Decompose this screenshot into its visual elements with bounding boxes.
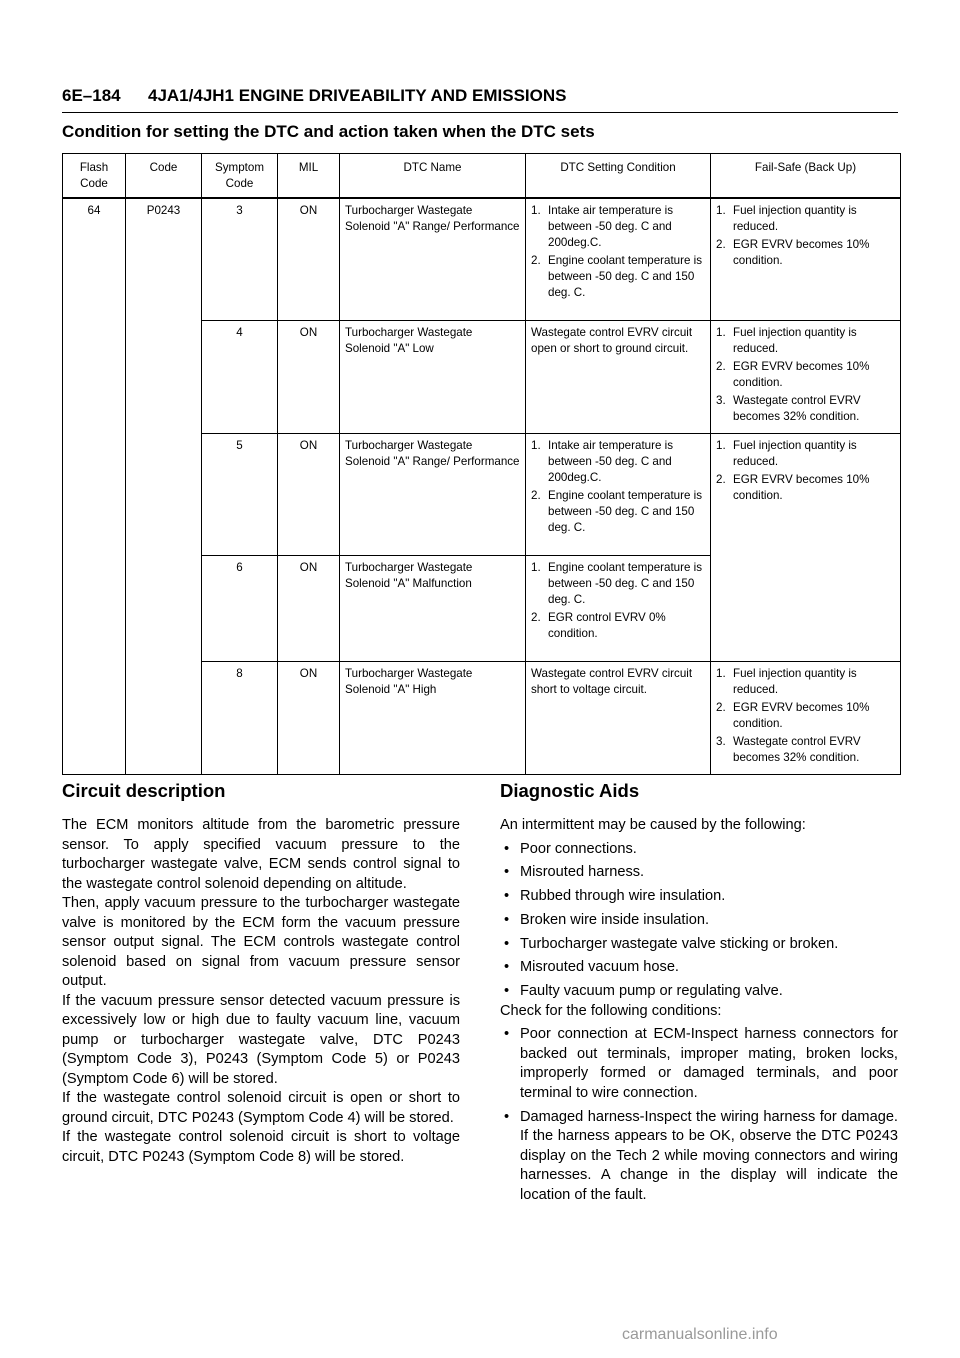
list-item: • Broken wire inside insulation. [504, 911, 710, 928]
list-item: • Poor connections. [504, 840, 637, 857]
list-item: • Faulty vacuum pump or regulating valve. [504, 983, 783, 1000]
column-header: MIL [278, 154, 340, 199]
column-header: DTC Setting Condition [526, 154, 711, 199]
setting-condition-cell [526, 555, 711, 661]
mil-cell: ON [278, 320, 340, 433]
list-item: 1. Fuel injection quantity is reduced. [716, 204, 857, 233]
list-item: 3. Wastegate control EVRV becomes 32% condition. [716, 734, 861, 764]
diagnostic-aids-heading: Diagnostic Aids [500, 780, 640, 801]
list-item: 2. Engine coolant temperature is between -50 deg. C and 150 deg. C. [531, 488, 703, 534]
flash-code-cell: 64 [63, 198, 126, 774]
failsafe-cell [711, 433, 901, 661]
chapter-title: 4JA1/4JH1 ENGINE DRIVEABILITY AND EMISSIONS [148, 86, 567, 105]
symptom-cell: 3 [202, 198, 278, 320]
column-header: Fail-Safe (Back Up) [711, 154, 901, 199]
causes-list [500, 840, 898, 1002]
list-item: 2. EGR EVRV becomes 10% condition. [716, 359, 870, 389]
dtc-name-cell: Turbocharger Wastegate Solenoid "A" High [340, 661, 526, 774]
column-header: Code [126, 154, 202, 199]
mil-cell: ON [278, 198, 340, 320]
list-item: 2. EGR EVRV becomes 10% condition. [716, 238, 870, 267]
list-item: • Poor connection at ECM-Inspect harness connectors for backed out terminals, improper mating, broken locks, improperly formed or damaged terminals, and poor terminal to wire connection. [504, 1026, 898, 1101]
setting-condition-cell [526, 433, 711, 555]
mil-cell: ON [278, 433, 340, 555]
mil-cell: ON [278, 555, 340, 661]
dtc-table [62, 153, 901, 775]
symptom-cell: 8 [202, 661, 278, 774]
paragraph: If the wastegate control solenoid circuit is open or short to ground circuit, DTC P0243 (Symptom Code 4) will be stored. [62, 1090, 460, 1126]
column-header: Symptom Code [202, 154, 278, 199]
list-item: 1. Intake air temperature is between -50 deg. C and 200deg.C. [531, 204, 674, 249]
setting-condition-cell: Wastegate control EVRV circuit open or short to ground circuit. [526, 320, 711, 433]
list-item: 1. Fuel injection quantity is reduced. [716, 438, 857, 468]
column-header: DTC Name [340, 154, 526, 199]
paragraph: Then, apply vacuum pressure to the turbocharger wastegate valve is monitored by the ECM form the vacuum pressure sensor output signal. The ECM controls wastegate control solenoid based on signal from vacuum pressure sensor output. [62, 895, 460, 989]
circuit-description-heading: Circuit description [62, 780, 226, 801]
aids-intro: An intermittent may be caused by the following: [500, 817, 806, 833]
setting-condition-cell: Wastegate control EVRV circuit short to voltage circuit. [526, 661, 711, 774]
setting-condition-cell [526, 198, 711, 320]
dtc-name-cell: Turbocharger Wastegate Solenoid "A" Range/ Performance [340, 433, 526, 555]
section-title: Condition for setting the DTC and action taken when the DTC sets [62, 122, 595, 141]
list-item: 2. Engine coolant temperature is between -50 deg. C and 150 deg. C. [531, 254, 703, 299]
list-item: • Damaged harness-Inspect the wiring harness for damage. If the harness appears to be OK, observe the DTC P0243 display on the Tech 2 while moving connectors and wiring harnesses. A change in the display will indicate the location of the fault. [504, 1108, 898, 1203]
list-item: 2. EGR EVRV becomes 10% condition. [716, 700, 870, 730]
circuit-description-section [62, 780, 460, 1167]
symptom-cell: 6 [202, 555, 278, 661]
failsafe-cell [711, 198, 901, 320]
symptom-cell: 4 [202, 320, 278, 433]
list-item: 1. Engine coolant temperature is between -50 deg. C and 150 deg. C. [531, 560, 703, 606]
check-intro: Check for the following conditions: [500, 1002, 722, 1019]
list-item: • Misrouted harness. [504, 864, 645, 881]
list-item: • Turbocharger wastegate valve sticking or broken. [504, 935, 839, 952]
mil-cell: ON [278, 661, 340, 774]
list-item: 2. EGR EVRV becomes 10% condition. [716, 472, 870, 502]
dtc-name-cell: Turbocharger Wastegate Solenoid "A" Low [340, 320, 526, 433]
symptom-cell: 5 [202, 433, 278, 555]
list-item: 1. Fuel injection quantity is reduced. [716, 325, 857, 355]
list-item: 2. EGR control EVRV 0% condition. [531, 610, 666, 640]
list-item: 1. Intake air temperature is between -50 deg. C and 200deg.C. [531, 438, 674, 484]
paragraph: The ECM monitors altitude from the barometric pressure sensor. To apply specified vacuum pressure to the turbocharger wastegate valve, ECM sends control signal to the wastegate control solenoid depending on altitude. [62, 817, 460, 892]
table-row [63, 198, 901, 320]
table-header-row [63, 154, 901, 199]
paragraph: If the wastegate control solenoid circuit is short to voltage circuit, DTC P0243 (Symptom Code 8) will be stored. [62, 1129, 460, 1165]
diagnostic-aids-section [500, 780, 898, 1209]
page-number: 6E–184 [62, 86, 121, 105]
dtc-name-cell: Turbocharger Wastegate Solenoid "A" Range/ Performance [340, 198, 526, 320]
column-header: Flash Code [63, 154, 126, 199]
list-item: 1. Fuel injection quantity is reduced. [716, 666, 857, 696]
dtc-name-cell: Turbocharger Wastegate Solenoid "A" Malfunction [340, 555, 526, 661]
list-item: • Rubbed through wire insulation. [504, 888, 726, 905]
page-header [62, 86, 898, 113]
paragraph: If the vacuum pressure sensor detected vacuum pressure is excessively low or high due to faulty vacuum line, vacuum pump or turbocharger wastegate valve, DTC P0243 (Symptom Code 3), P0243 (Symptom Code 5) or P0243 (Symptom Code 6) will be stored. [62, 992, 460, 1087]
list-item: 3. Wastegate control EVRV becomes 32% condition. [716, 393, 861, 423]
checks-list [500, 1025, 898, 1205]
list-item: • Misrouted vacuum hose. [504, 959, 679, 976]
code-cell: P0243 [126, 198, 202, 774]
failsafe-cell [711, 661, 901, 774]
failsafe-cell [711, 320, 901, 433]
watermark: carmanualsonline.info [622, 1326, 778, 1343]
